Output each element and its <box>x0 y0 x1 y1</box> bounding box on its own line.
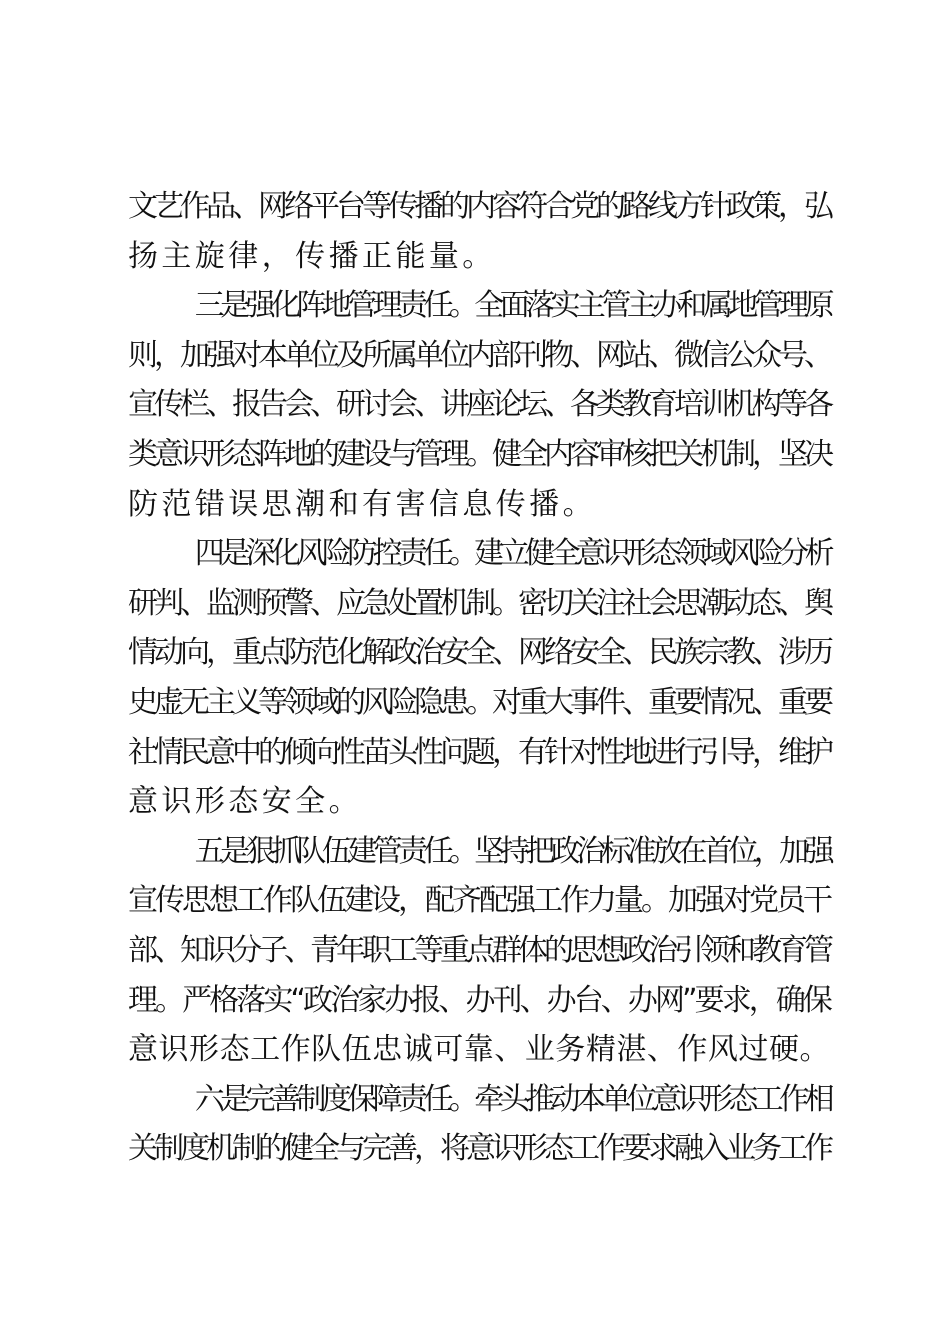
text-line <box>128 777 830 827</box>
text-line <box>128 579 830 629</box>
text-line-content: 情动向，重点防范化解政治安全、网络安全、民族宗教、涉历 <box>128 635 830 671</box>
text-line-content: 宣传思想工作队伍建设，配齐配强工作力量。加强对党员干 <box>128 883 830 919</box>
text-line-content: 理。严格落实“政治家办报、办刊、办台、办网”要求，确保 <box>128 982 830 1018</box>
text-line-content: 四是深化风险防控责任。建立健全意识形态领域风险分析 <box>194 536 830 572</box>
text-line-content: 关制度机制的健全与完善，将意识形态工作要求融入业务工作 <box>128 1131 830 1167</box>
paragraph-risk-control <box>128 529 830 827</box>
text-line-content: 类意识形态阵地的建设与管理。健全内容审核把关机制，坚决 <box>128 436 830 472</box>
text-line-content: 宣传栏、报告会、研讨会、讲座论坛、各类教育培训机构等各 <box>128 387 830 423</box>
text-line <box>128 331 830 381</box>
text-line-content: 防范错误思潮和有害信息传播。 <box>128 486 597 522</box>
text-line <box>128 876 830 926</box>
text-line-content: 六是完善制度保障责任。牵头推动本单位意识形态工作相 <box>194 1081 830 1117</box>
paragraph-team-building <box>128 827 830 1075</box>
paragraph-continuation <box>128 182 830 281</box>
text-line <box>128 232 830 282</box>
text-line-content: 则，加强对本单位及所属单位内部刊物、网站、微信公众号、 <box>128 337 830 373</box>
text-line <box>128 529 830 579</box>
text-line-content: 史虚无主义等领域的风险隐患。对重大事件、重要情况、重要 <box>128 684 830 720</box>
text-line-content: 部、知识分子、青年职工等重点群体的思想政治引领和教育管 <box>128 932 830 968</box>
text-line <box>128 678 830 728</box>
text-line <box>128 728 830 778</box>
text-line <box>128 1075 830 1125</box>
text-line-content: 五是狠抓队伍建管责任。坚持把政治标准放在首位，加强 <box>194 833 830 869</box>
text-line-content: 文艺作品、网络平台等传播的内容符合党的路线方针政策，弘 <box>128 189 830 224</box>
text-line-content: 三是强化阵地管理责任。全面落实主管主办和属地管理原 <box>194 288 830 324</box>
text-line <box>128 976 830 1026</box>
text-line-content: 扬主旋律，传播正能量。 <box>128 238 496 274</box>
text-line-content: 社情民意中的倾向性苗头性问题，有针对性地进行引导，维护 <box>128 734 830 770</box>
text-line <box>128 430 830 480</box>
text-line <box>128 827 830 877</box>
document-page <box>128 182 830 1174</box>
text-line <box>128 380 830 430</box>
text-line <box>128 1025 830 1075</box>
text-line <box>128 281 830 331</box>
text-line-content: 意识形态工作队伍忠诚可靠、业务精湛、作风过硬。 <box>128 1032 830 1068</box>
text-line-content: 研判、监测预警、应急处置机制。密切关注社会思潮动态、舆 <box>128 585 830 621</box>
text-line <box>128 628 830 678</box>
text-line <box>128 1124 830 1174</box>
text-line <box>128 480 830 530</box>
text-line <box>128 926 830 976</box>
paragraph-position-management <box>128 281 830 529</box>
paragraph-system-guarantee <box>128 1075 830 1174</box>
text-line <box>128 182 830 232</box>
text-line-content: 意识形态安全。 <box>128 784 363 820</box>
